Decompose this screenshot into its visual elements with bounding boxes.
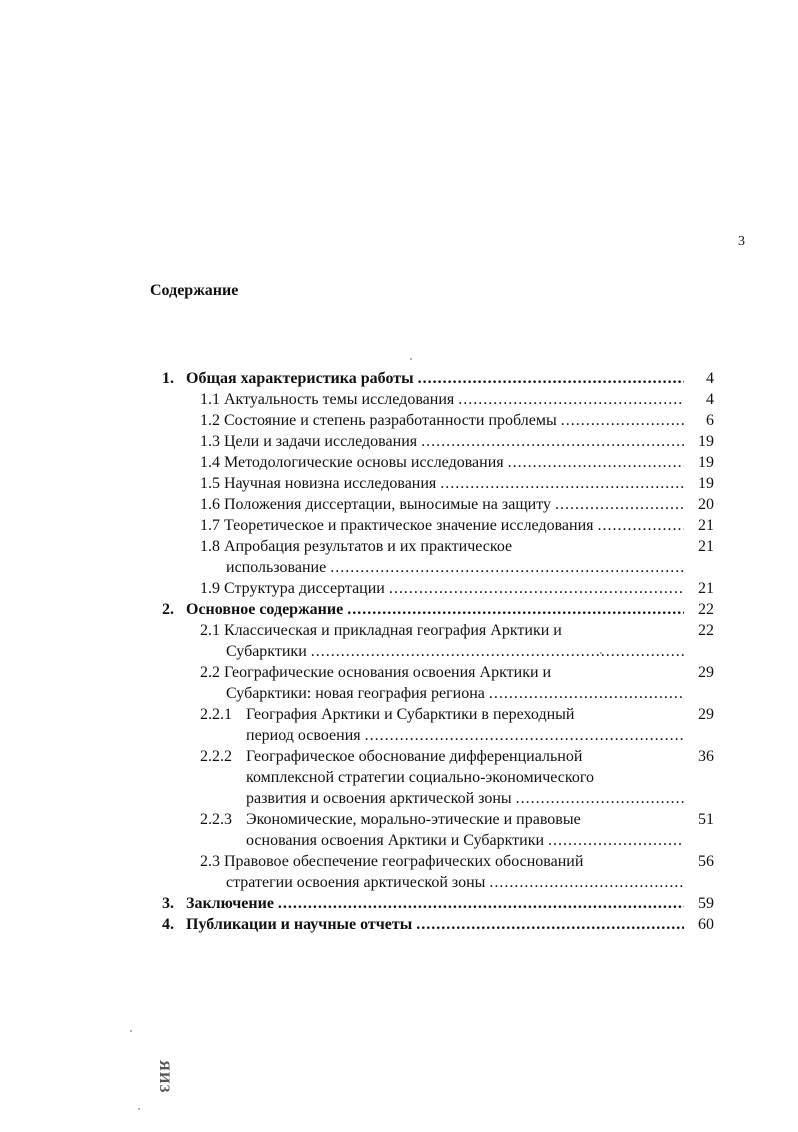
toc-entry <box>162 431 714 452</box>
dot-leader <box>307 641 684 662</box>
toc-entry-number: 1. <box>162 370 174 387</box>
toc-entry <box>162 746 714 809</box>
toc-entry-page: 29 <box>698 706 714 723</box>
toc-entry-number: 2.2.3 <box>200 811 232 828</box>
toc-entry <box>162 809 714 851</box>
toc-entry-page: 4 <box>706 391 714 408</box>
toc-entry-number: 3. <box>162 895 174 912</box>
toc-entry-title: 1.8 Апробация результатов и их практическое <box>200 538 513 555</box>
toc-entry-number: 2.2.2 <box>200 748 232 765</box>
toc-entry-page: 20 <box>698 496 714 513</box>
dot-leader <box>551 494 684 515</box>
dot-leader <box>544 830 684 851</box>
dot-leader <box>343 599 684 620</box>
toc-entry <box>162 452 714 473</box>
toc-entry-number: 2. <box>162 601 174 618</box>
toc-entry-page: 56 <box>698 853 714 870</box>
toc-entry-page: 60 <box>698 916 714 933</box>
dot-leader <box>594 515 684 536</box>
toc-entry-title: 1.6 Положения диссертации, выносимые на защиту <box>200 496 551 513</box>
toc-entry-title: 1.7 Теоретическое и практическое значение исследования <box>200 517 594 534</box>
toc-entry <box>162 620 714 662</box>
toc-entry-number: 4. <box>162 916 174 933</box>
toc-entry-title: 1.4 Методологические основы исследования <box>200 454 504 471</box>
dot-leader <box>412 914 684 935</box>
toc-entry <box>162 704 714 746</box>
toc-entry-page: 22 <box>698 601 714 618</box>
toc-entry-title: Основное содержание <box>186 601 344 618</box>
dot-leader <box>454 389 684 410</box>
dot-leader <box>385 578 684 599</box>
toc-entry-page: 19 <box>698 433 714 450</box>
toc-entry-title: стратегии освоения арктической зоны <box>226 874 486 891</box>
toc-entry-page: 51 <box>698 811 714 828</box>
toc-entry-title: Субарктики: новая география региона <box>226 685 485 702</box>
toc-entry <box>162 410 714 431</box>
toc-entry <box>162 578 714 599</box>
toc-entry-page: 19 <box>698 475 714 492</box>
toc-entry <box>162 914 714 935</box>
dot-leader <box>485 683 684 704</box>
toc-entry-page: 59 <box>698 895 714 912</box>
dot-leader <box>436 473 684 494</box>
toc-entry <box>162 536 714 578</box>
dot-leader <box>417 431 684 452</box>
toc-entry-title: период освоения <box>246 727 361 744</box>
toc-heading: Содержание <box>150 282 239 299</box>
toc-entry <box>162 893 714 914</box>
toc-entry-title: использование <box>226 559 327 576</box>
toc-entry-page: 21 <box>698 580 714 597</box>
dot-leader <box>512 788 684 809</box>
toc-entry-number: 2.2.1 <box>200 706 232 723</box>
dot-leader <box>504 452 684 473</box>
toc-entry-title: Субарктики <box>226 643 307 660</box>
toc-entry <box>162 389 714 410</box>
dot-leader <box>485 872 684 893</box>
toc-entry-title: 2.3 Правовое обеспечение географических обоснований <box>200 853 584 870</box>
scan-speck <box>410 358 412 360</box>
toc-entry <box>162 515 714 536</box>
dot-leader <box>326 557 684 578</box>
scan-speck <box>130 1030 132 1032</box>
toc-entry-title: Публикации и научные отчеты <box>186 916 413 933</box>
toc-entry-title: 1.1 Актуальность темы исследования <box>200 391 455 408</box>
dot-leader <box>274 893 684 914</box>
scan-speck <box>138 1108 140 1110</box>
toc-entry <box>162 662 714 704</box>
toc-entry-title: 2.1 Классическая и прикладная география Арктики и <box>200 622 562 639</box>
toc-entry <box>162 368 714 389</box>
dot-leader <box>557 410 684 431</box>
toc-entry-title: основания освоения Арктики и Субарктики <box>246 832 545 849</box>
toc-entry <box>162 599 714 620</box>
toc-entry-title: комплексной стратегии социально-экономического <box>246 769 594 786</box>
dot-leader <box>414 368 684 389</box>
toc-entry-page: 21 <box>698 538 714 555</box>
toc-entry-title: География Арктики и Субарктики в переходный <box>246 706 575 723</box>
toc-entry-title: 2.2 Географические основания освоения Арктики и <box>200 664 552 681</box>
table-of-contents <box>162 368 714 935</box>
toc-entry-title: Географическое обоснование дифференциальной <box>246 748 583 765</box>
toc-entry-page: 21 <box>698 517 714 534</box>
toc-entry <box>162 851 714 893</box>
toc-entry <box>162 473 714 494</box>
toc-entry-title: 1.2 Состояние и степень разработанности проблемы <box>200 412 557 429</box>
toc-entry-page: 4 <box>706 370 714 387</box>
toc-entry-page: 19 <box>698 454 714 471</box>
dot-leader <box>361 725 684 746</box>
toc-entry <box>162 494 714 515</box>
toc-entry-title: 1.3 Цели и задачи исследования <box>200 433 418 450</box>
toc-entry-page: 29 <box>698 664 714 681</box>
toc-entry-title: 1.5 Научная новизна исследования <box>200 475 437 492</box>
toc-entry-page: 36 <box>698 748 714 765</box>
page-number: 3 <box>738 234 745 249</box>
toc-entry-title: Экономические, морально-этические и правовые <box>246 811 581 828</box>
toc-entry-title: 1.9 Структура диссертации <box>200 580 385 597</box>
scan-artifact: ЯИЗ <box>156 1060 172 1094</box>
toc-entry-page: 22 <box>698 622 714 639</box>
toc-entry-title: развития и освоения арктической зоны <box>246 790 512 807</box>
toc-entry-title: Заключение <box>186 895 274 912</box>
toc-entry-title: Общая характеристика работы <box>186 370 414 387</box>
scan-speck <box>600 652 602 654</box>
toc-entry-page: 6 <box>706 412 714 429</box>
